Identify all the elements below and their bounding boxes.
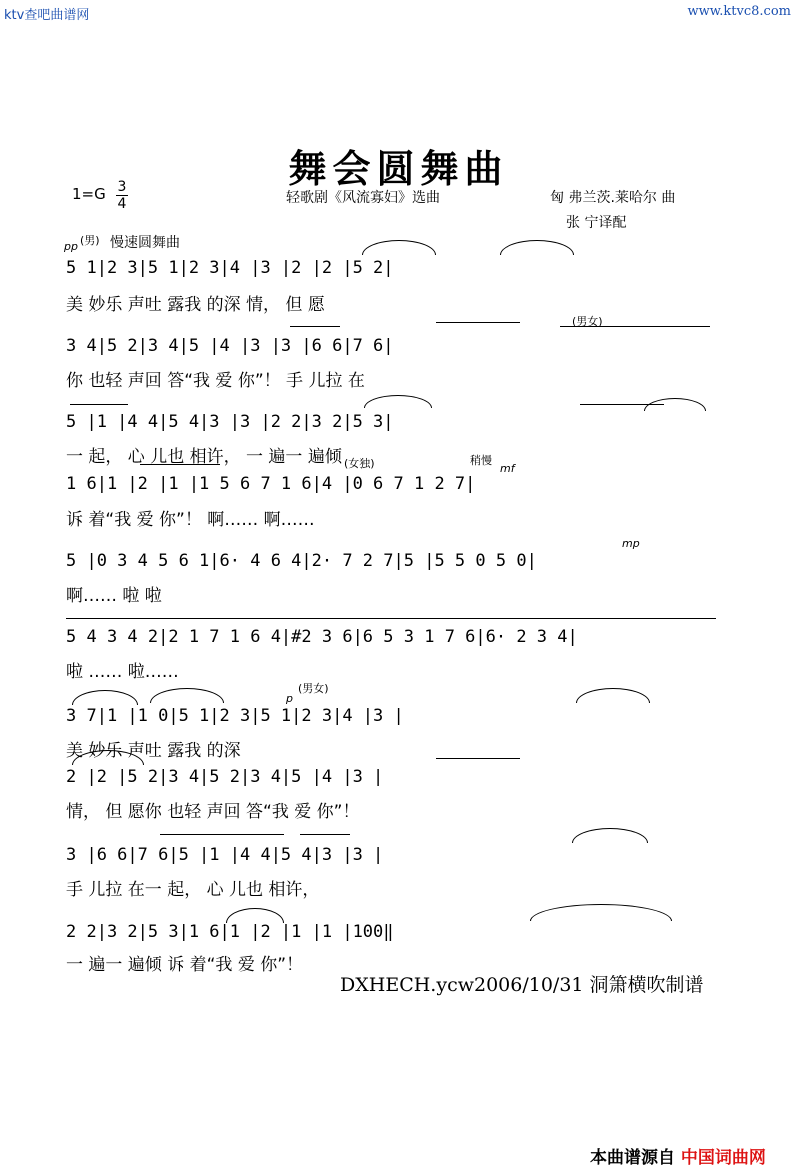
transcriber-credit: DXHECH.ycw2006/10/31 洞箫横吹制谱 bbox=[340, 974, 704, 996]
slur bbox=[530, 904, 672, 921]
lyrics-row-8: 情， 但 愿你 也轻 声回 答“我 爱 你”！ bbox=[66, 802, 360, 822]
crescendo-line bbox=[290, 326, 340, 327]
notes-row-1: 5 1|2 3|5 1|2 3|4 |3 |2 |2 |5 2| bbox=[66, 258, 394, 278]
notes-row-8: 2 |2 |5 2|3 4|5 2|3 4|5 |4 |3 | bbox=[66, 767, 384, 787]
lyrics-row-7: 美 妙乐 声吐 露我 的深 bbox=[66, 741, 241, 761]
slur bbox=[226, 908, 284, 923]
source-line: 轻歌剧《风流寡妇》选曲 bbox=[286, 190, 440, 206]
crescendo-line bbox=[300, 834, 350, 835]
dynamic-pp: pp bbox=[64, 240, 78, 253]
lyrics-row-9: 手 儿拉 在一 起， 心 儿也 相许， bbox=[66, 880, 320, 900]
meter-bottom: 4 bbox=[117, 196, 127, 212]
lyrics-row-4: 诉 着“我 爱 你”！ 啊…… 啊…… bbox=[66, 510, 315, 530]
time-signature bbox=[116, 180, 128, 211]
notes-row-9: 3 |6 6|7 6|5 |1 |4 4|5 4|3 |3 | bbox=[66, 845, 384, 865]
crescendo-line bbox=[160, 834, 284, 835]
site-name-left[interactable]: ktv查吧曲谱网 bbox=[4, 8, 90, 23]
crescendo-line bbox=[436, 322, 520, 323]
notes-row-2: 3 4|5 2|3 4|5 |4 |3 |3 |6 6|7 6| bbox=[66, 336, 394, 356]
notes-row-6: 5 4 3 4 2|2 1 7 1 6 4|#2 3 6|6 5 3 1 7 6|6· 2 3 4| bbox=[66, 627, 578, 647]
dynamic-p: p bbox=[286, 692, 293, 705]
voice-female-solo: (女独) bbox=[344, 457, 375, 470]
dynamic-mp: mp bbox=[622, 537, 640, 550]
voice-mixed-2: (男女) bbox=[298, 682, 329, 695]
song-title: 舞会圆舞曲 bbox=[288, 146, 509, 191]
slur bbox=[572, 828, 648, 843]
notes-row-4: 1 6|1 |2 |1 |1 5 6 7 1 6|4 |0 6 7 1 2 7| bbox=[66, 474, 476, 494]
meter-top: 3 bbox=[117, 179, 127, 195]
slur bbox=[362, 240, 436, 255]
site-url-right[interactable]: www.ktvc8.com bbox=[687, 4, 791, 19]
lyrics-row-2: 你 也轻 声回 答“我 爱 你”！ 手 儿拉 在 bbox=[66, 371, 365, 391]
notes-row-5: 5 |0 3 4 5 6 1|6· 4 6 4|2· 7 2 7|5 |5 5 0 5 0| bbox=[66, 551, 537, 571]
lyrics-row-6: 啦 …… 啦…… bbox=[66, 662, 179, 682]
lyricist: 张 宁译配 bbox=[566, 215, 627, 231]
lyrics-row-5: 啊…… 啦 啦 bbox=[66, 586, 162, 606]
tempo-slower: 稍慢 bbox=[470, 454, 492, 467]
slur bbox=[576, 688, 650, 703]
crescendo-line bbox=[70, 404, 128, 405]
crescendo-line bbox=[140, 464, 220, 465]
slur bbox=[644, 398, 706, 411]
voice-male: (男) bbox=[80, 234, 100, 247]
crescendo-line bbox=[66, 618, 716, 619]
slur bbox=[500, 240, 574, 255]
source-attribution bbox=[590, 1143, 766, 1168]
lyrics-row-10: 一 遍一 遍倾 诉 着“我 爱 你”！ bbox=[66, 955, 304, 975]
notes-row-10: 2 2|3 2|5 3|1 6|1 |2 |1 |1 |100‖ bbox=[66, 922, 394, 942]
dynamic-mf: mf bbox=[500, 462, 515, 475]
crescendo-line bbox=[436, 758, 520, 759]
slur bbox=[72, 690, 138, 705]
lyrics-row-3: 一 起， 心 儿也 相许， 一 遍一 遍倾 bbox=[66, 447, 342, 467]
slur bbox=[364, 395, 432, 408]
notes-row-7: 3 7|1 |1 0|5 1|2 3|5 1|2 3|4 |3 | bbox=[66, 706, 404, 726]
notes-row-3: 5 |1 |4 4|5 4|3 |3 |2 2|3 2|5 3| bbox=[66, 412, 394, 432]
source-label: 本曲谱源自 bbox=[590, 1148, 675, 1168]
crescendo-line bbox=[560, 326, 710, 327]
slur bbox=[150, 688, 224, 703]
key-signature: 1=G bbox=[72, 185, 106, 203]
tempo-marking: 慢速圆舞曲 bbox=[110, 235, 180, 251]
composer: 匈 弗兰茨.莱哈尔 曲 bbox=[550, 190, 676, 206]
source-site[interactable]: 中国词曲网 bbox=[680, 1148, 766, 1168]
lyrics-row-1: 美 妙乐 声吐 露我 的深 情， 但 愿 bbox=[66, 295, 325, 315]
voice-mixed: (男女) bbox=[572, 315, 603, 328]
